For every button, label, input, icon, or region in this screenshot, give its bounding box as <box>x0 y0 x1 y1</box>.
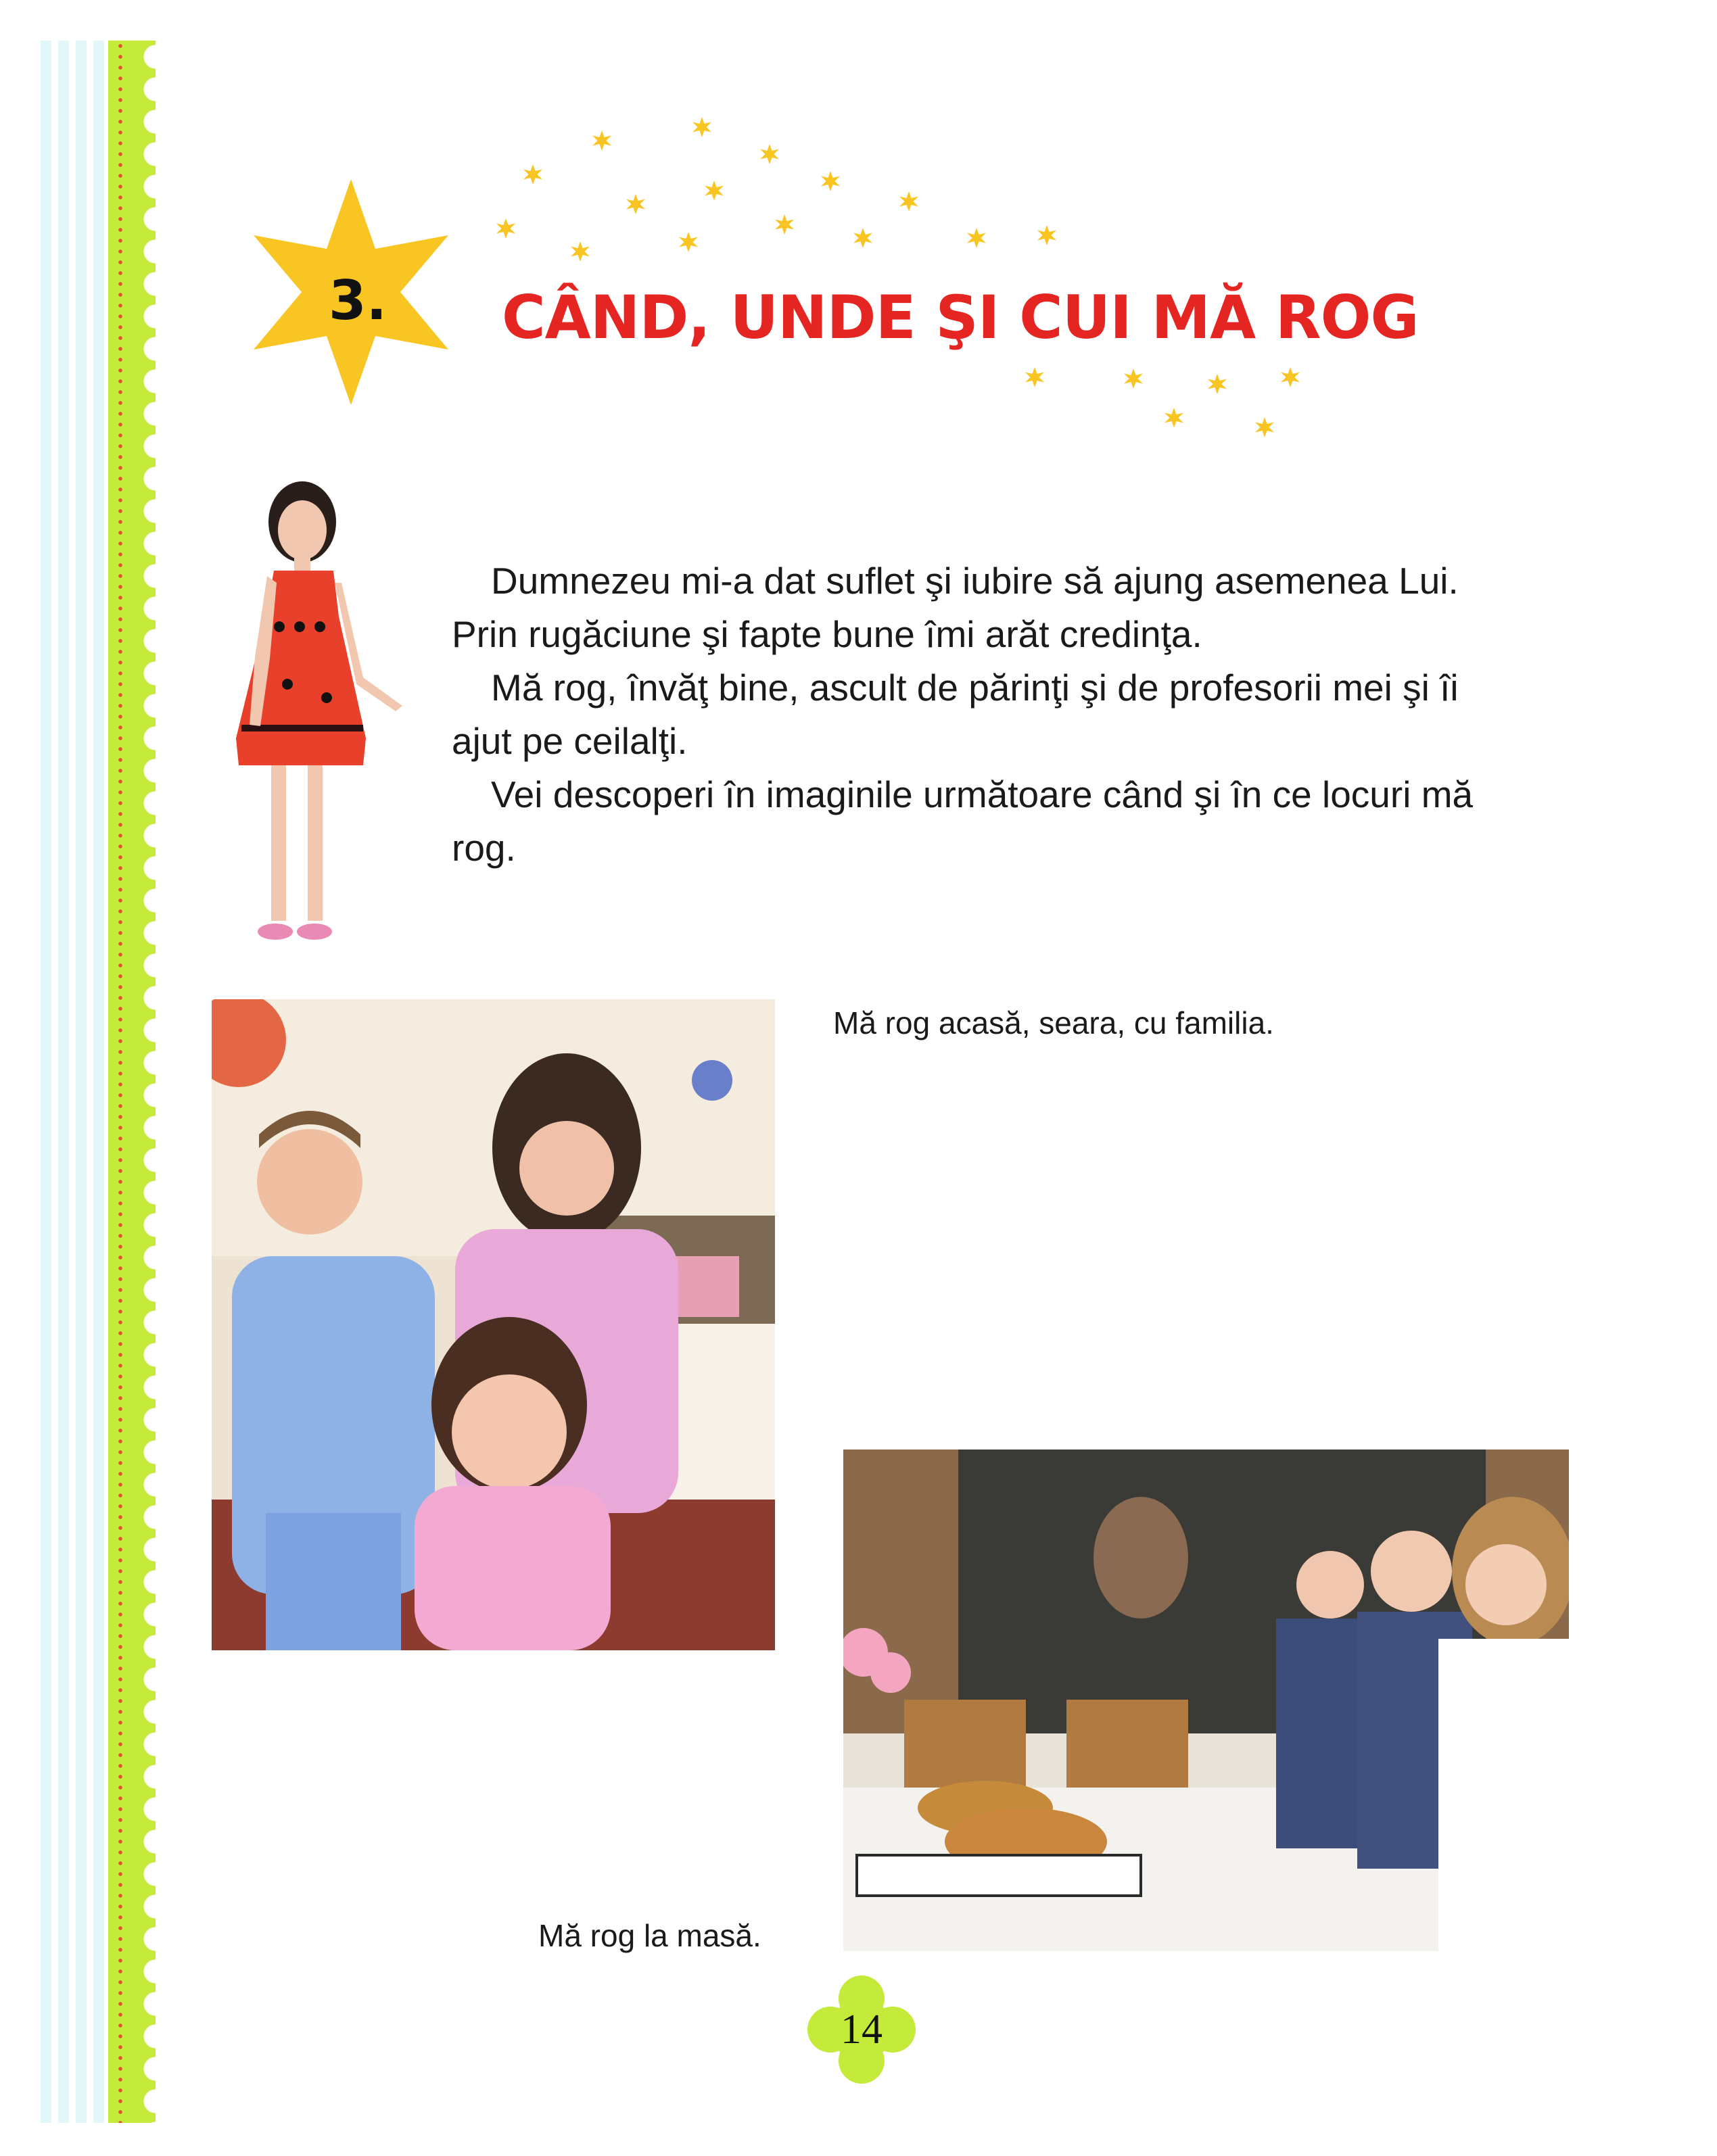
star-icon <box>1037 225 1057 245</box>
star-icon <box>820 171 841 191</box>
scalloped-border <box>108 41 156 2123</box>
section-number: 3. <box>329 269 387 332</box>
star-icon <box>759 144 780 164</box>
intro-text <box>452 554 1527 875</box>
intro-paragraph: Vei descoperi în imaginile următoare când şi în ce locuri mă rog. <box>452 773 1474 869</box>
star-icon <box>853 228 873 248</box>
star-icon <box>626 194 646 214</box>
star-icon <box>1164 408 1184 428</box>
border-stripes <box>41 41 115 2123</box>
star-icon <box>1254 417 1275 437</box>
star-icon <box>1025 367 1045 387</box>
star-icon <box>523 164 543 185</box>
star-icon <box>496 218 516 239</box>
caption-home: Mă rog acasă, seara, cu familia. <box>833 1005 1274 1040</box>
intro-paragraph: Dumnezeu mi-a dat suflet şi iubire să ajung asemenea Lui. Prin rugăciune şi fapte bune îmi arăt credinţa. <box>452 560 1459 655</box>
photo-praying-at-table <box>843 1450 1569 1951</box>
star-icon <box>966 228 987 248</box>
star-icon <box>592 130 612 151</box>
star-icon <box>704 181 724 201</box>
star-icon <box>1207 374 1227 394</box>
star-icon <box>774 214 795 235</box>
star-icon <box>1123 368 1144 389</box>
page-title: CÂND, UNDE ŞI CUI MĂ ROG <box>502 283 1419 352</box>
star-icon <box>692 117 712 137</box>
girl-figure-image <box>206 481 423 968</box>
star-icon <box>899 191 919 212</box>
star-icon <box>678 232 699 252</box>
star-icon <box>1280 367 1300 387</box>
intro-paragraph: Mă rog, învăţ bine, ascult de părinţi şi de profesorii mei şi îi ajut pe ceilalţi. <box>452 667 1459 762</box>
dotted-border <box>118 41 123 2123</box>
page-number: 14 <box>841 2006 883 2053</box>
caption-table: Mă rog la masă. <box>538 1918 761 1953</box>
star-icon <box>570 241 590 262</box>
photo-praying-at-home <box>212 999 775 1650</box>
